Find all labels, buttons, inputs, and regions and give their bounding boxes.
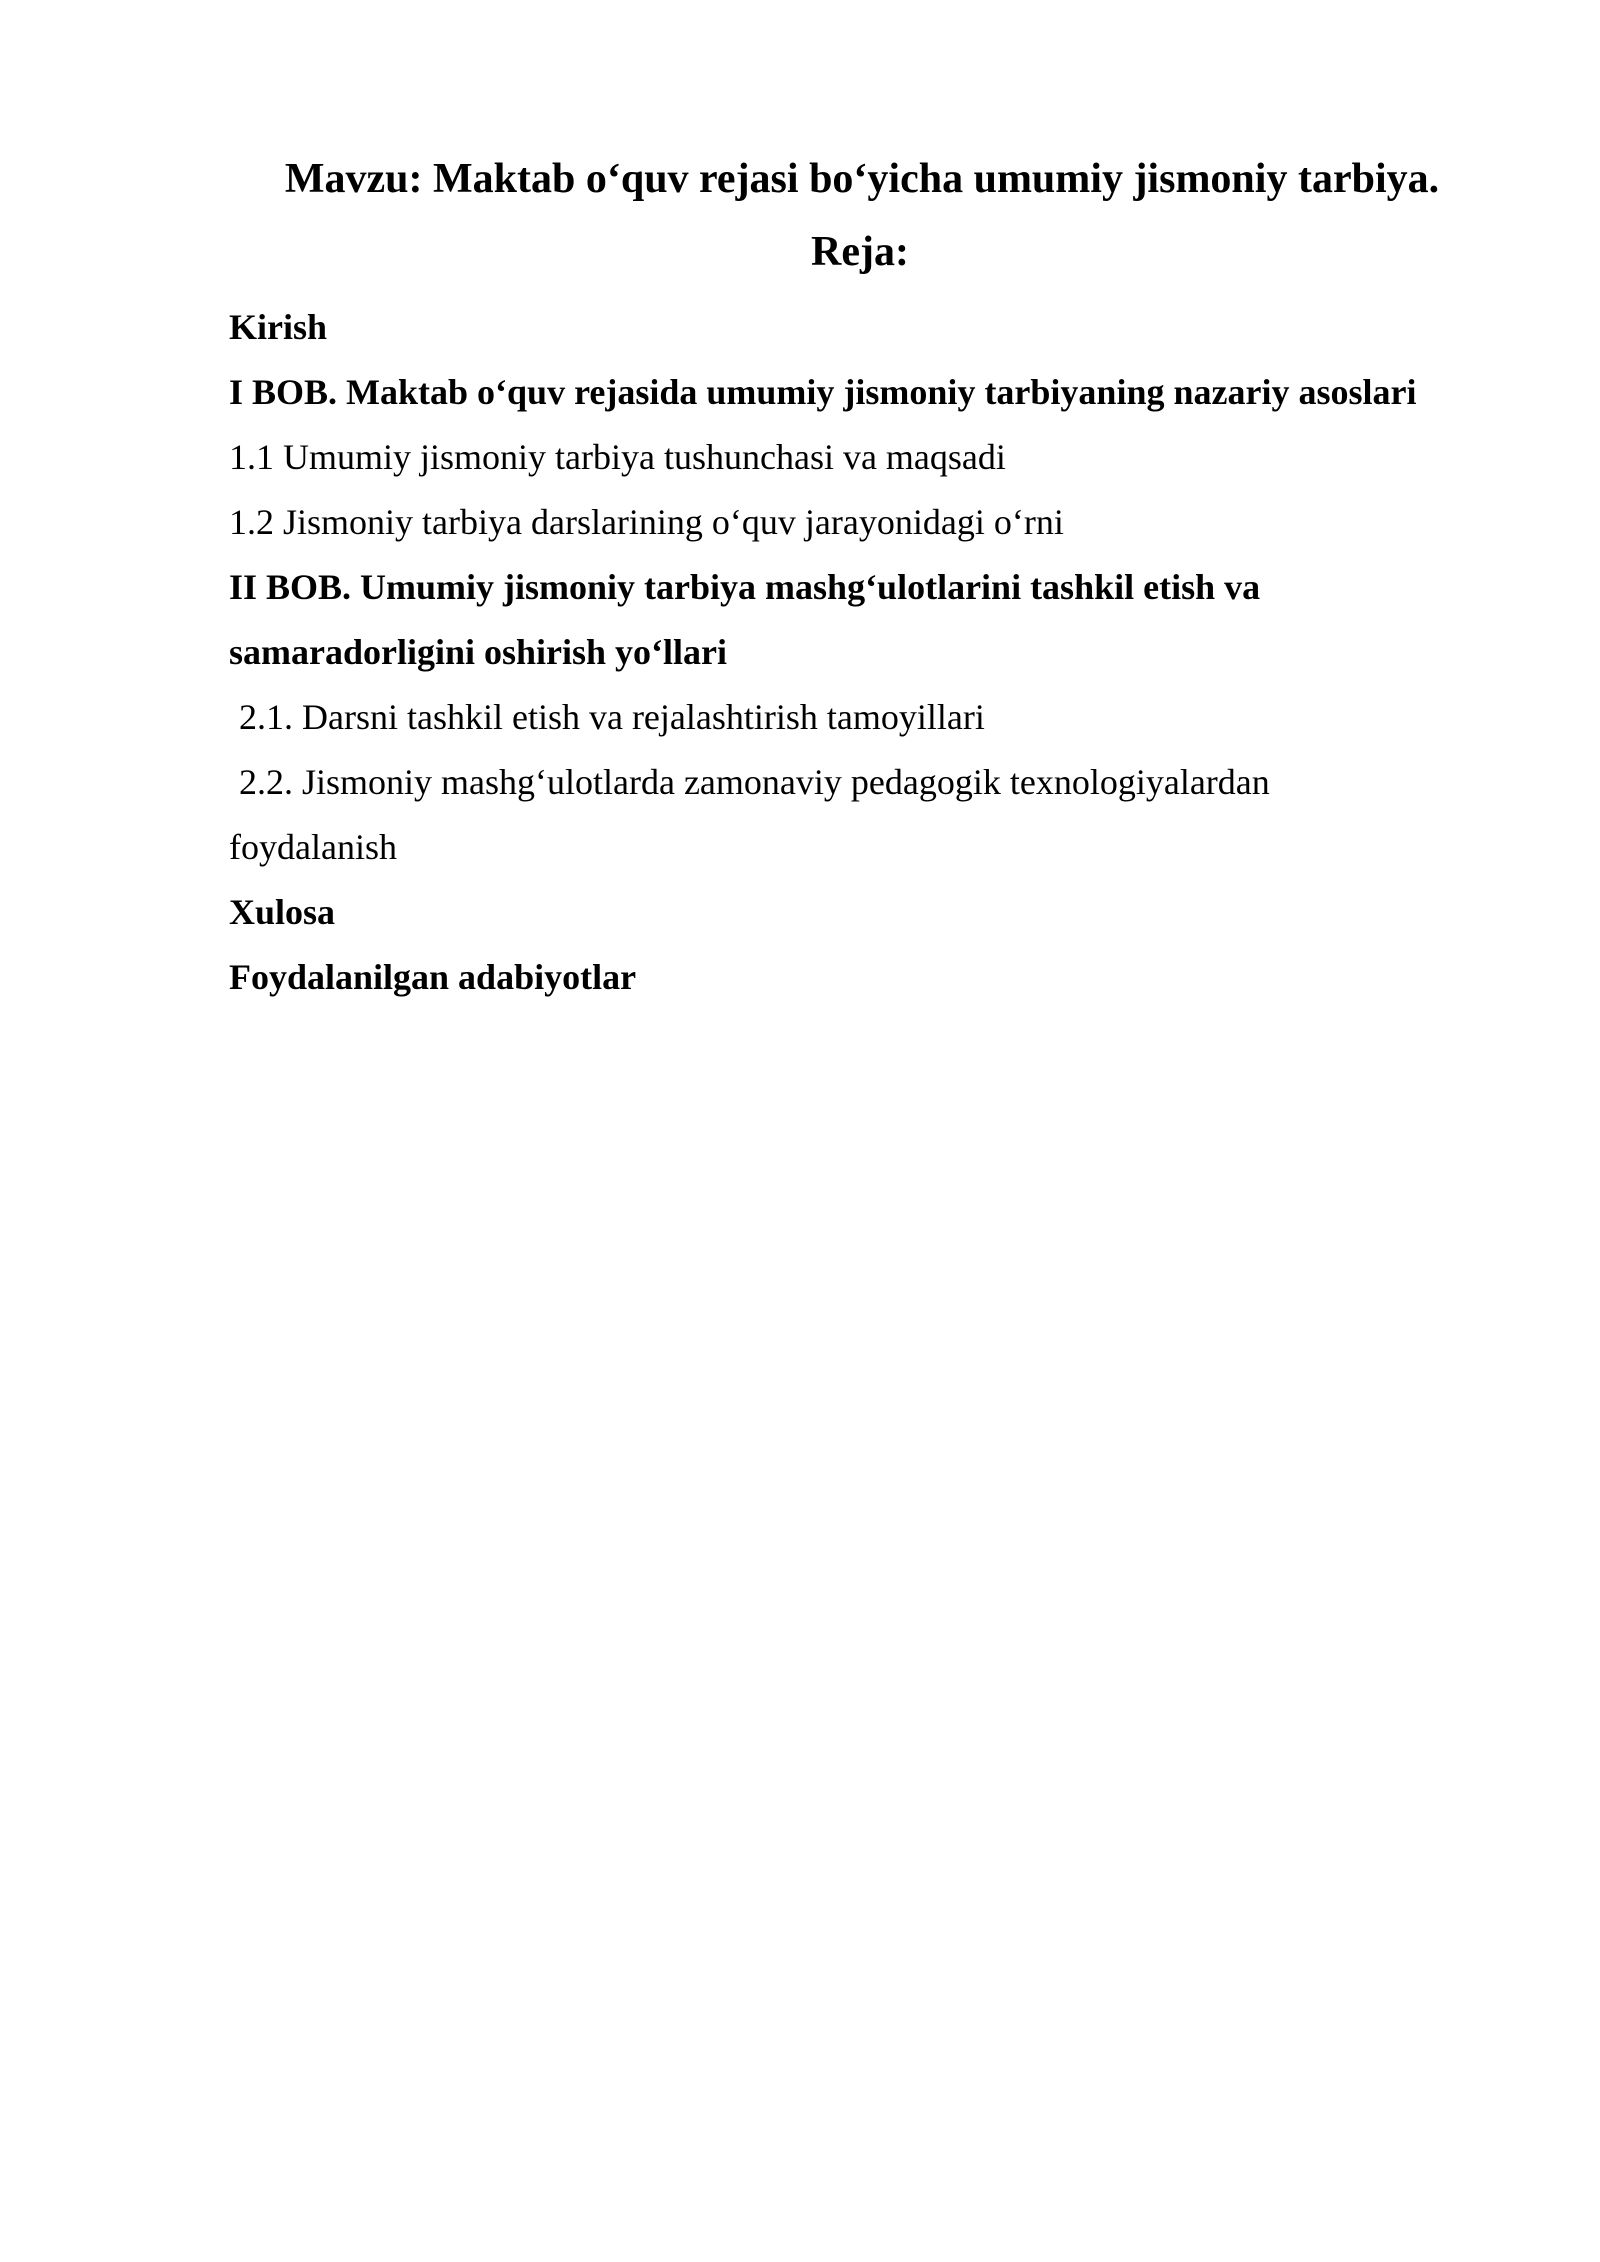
document-title: Mavzu: Maktab o‘quv rejasi bo‘yicha umumiy jismoniy tarbiya.: [284, 156, 1440, 202]
plan-item-section-2-2-continued: foydalanish: [229, 827, 397, 867]
plan-list: [229, 295, 1529, 1010]
plan-item-section-2-2: 2.2. Jismoniy mashg‘ulotlarda zamonaviy pedagogik texnologiyalardan: [239, 762, 1270, 802]
plan-item-section-2-1: 2.1. Darsni tashkil etish va rejalashtirish tamoyillari: [239, 697, 985, 737]
plan-item-references: Foydalanilgan adabiyotlar: [229, 957, 637, 997]
plan-item-chapter-2: II BOB. Umumiy jismoniy tarbiya mashg‘ulotlarini tashkil etish va: [229, 567, 1261, 607]
plan-heading: Reja:: [811, 229, 909, 275]
plan-item-chapter-1: I BOB. Maktab o‘quv rejasida umumiy jismoniy tarbiyaning nazariy asoslari: [229, 372, 1417, 412]
plan-item-chapter-2-continued: samaradorligini oshirish yo‘llari: [229, 632, 728, 672]
plan-item-conclusion: Xulosa: [229, 892, 336, 932]
plan-item-introduction: Kirish: [229, 307, 328, 347]
plan-item-section-1-2: 1.2 Jismoniy tarbiya darslarining o‘quv jarayonidagi o‘rni: [229, 502, 1064, 542]
plan-item-section-1-1: 1.1 Umumiy jismoniy tarbiya tushunchasi va maqsadi: [229, 437, 1006, 477]
